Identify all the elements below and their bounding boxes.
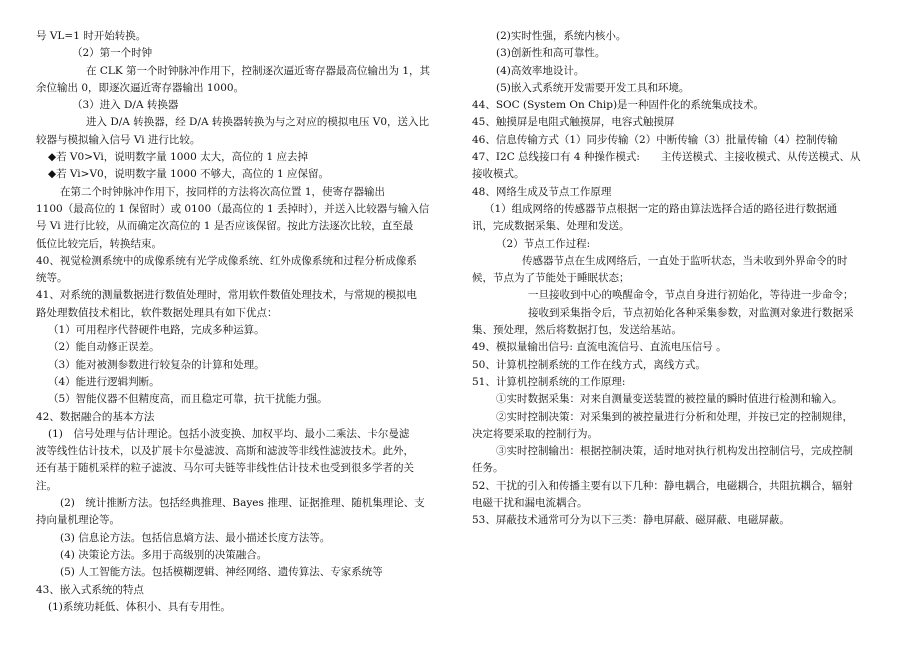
text-line: 50、计算机控制系统的工作在线方式，离线方式。 [472, 358, 706, 371]
text-line: 号 Vi 进行比较，从而确定次高位的 1 是否应该保留。按此方法逐次比较，直至最 [36, 220, 414, 233]
text-line: （1）可用程序代替硬件电路，完成多种运算。 [48, 324, 265, 337]
text-line: （2）第一个时钟 [72, 47, 153, 60]
text-line: 49、模拟量输出信号: 直流电流信号、直流电压信号 。 [472, 341, 727, 354]
text-line: ③实时控制输出：根据控制决策，适时地对执行机构发出控制信号，完成控制 [496, 445, 853, 458]
text-line: (5) 人工智能方法。包括模糊逻辑、神经网络、遗传算法、专家系统等 [60, 566, 383, 579]
text-line: (1) 信号处理与估计理论。包括小波变换、加权平均、最小二乘法、卡尔曼滤 [48, 427, 410, 440]
text-line: 53、屏蔽技术通常可分为以下三类：静电屏蔽、磁屏蔽、电磁屏蔽。 [472, 514, 790, 527]
text-line: 接收到采集指令后，节点初始化各种采集参数，对监测对象进行数据采 [528, 306, 854, 319]
text-line: 43、嵌入式系统的特点 [36, 583, 144, 596]
text-line: 传感器节点在生成网络后，一直处于监听状态，当未收到外界命令的时 [522, 254, 848, 267]
text-line: 较器与模拟输入信号 Vi 进行比较。 [36, 133, 201, 146]
text-line: 44、SOC (System On Chip)是一种固件化的系统集成技术。 [472, 99, 765, 112]
text-line: （3）进入 D/A 转换器 [72, 99, 179, 112]
text-line: 低位比较完后，转换结束。 [36, 237, 162, 250]
text-line: 在 CLK 第一个时钟脉冲作用下，控制逐次逼近寄存器最高位输出为 1，其 [86, 64, 431, 77]
text-line: 讯，完成数据采集、处理和发送。 [472, 220, 630, 233]
text-line: 路处理数值技术相比，软件数据处理具有如下优点： [36, 306, 278, 319]
text-line: 号 VL=1 时开始转换。 [36, 30, 147, 42]
text-line: 还有基于随机采样的粒子滤波、马尔可夫链等非线性估计技术也受到很多学者的关 [36, 462, 414, 475]
text-line: (2)实时性强，系统内核小。 [496, 30, 627, 42]
text-line: (1)系统功耗低、体积小、具有专用性。 [48, 600, 231, 613]
text-line: （4）能进行逻辑判断。 [48, 375, 160, 388]
text-line: 电磁干扰和漏电流耦合。 [472, 497, 588, 510]
text-line: 在第二个时钟脉冲作用下，按同样的方法将次高位置 1，使寄存器输出 [60, 185, 386, 198]
text-line: (4) 决策论方法。多用于高级别的决策融合。 [60, 548, 268, 561]
text-line: (3) 信息论方法。包括信息熵方法、最小描述长度方法等。 [60, 531, 331, 544]
text-line: 40、视觉检测系统中的成像系统有光学成像系统、红外成像系统和过程分析成像系 [36, 254, 417, 267]
text-line: 统等。 [36, 272, 68, 285]
text-line: （3）能对被测参数进行较复杂的计算和处理。 [48, 358, 265, 371]
right-column [472, 28, 888, 530]
text-line: 决定将要采取的控制行为。 [472, 427, 598, 440]
text-line: 注。 [36, 479, 57, 492]
text-line: (2) 统计推断方法。包括经典推理、Bayes 推理、证据推理、随机集理论、支 [60, 497, 425, 510]
text-line: 41、对系统的测量数据进行数值处理时，常用软件数值处理技术，与常规的模拟电 [36, 289, 417, 302]
text-line: ②实时控制决策：对采集到的被控量进行分析和处理，并按已定的控制规律， [496, 410, 853, 423]
text-line: （5）智能仪器不但精度高，而且稳定可靠，抗干扰能力强。 [48, 393, 328, 406]
text-line: ◆若 Vi>V0，说明数字量 1000 不够大，高位的 1 应保留。 [48, 168, 329, 181]
text-line: (3)创新性和高可靠性。 [496, 47, 606, 60]
text-line: （2）能自动修正误差。 [48, 341, 160, 354]
text-line: 任务。 [472, 462, 504, 475]
text-line: 波等线性估计技术，以及扩展卡尔曼滤波、高斯和滤波等非线性滤波技术。此外， [36, 445, 414, 458]
text-line: 52、干扰的引入和传播主要有以下几种：静电耦合，电磁耦合，共阻抗耦合，辐射 [472, 479, 853, 492]
text-line: 集、预处理，然后将数据打包，发送给基站。 [472, 324, 682, 337]
left-column [36, 28, 451, 616]
text-line: 持向量机理论等。 [36, 514, 120, 527]
text-line: 候，节点为了节能处于睡眠状态； [472, 272, 630, 285]
text-line: 1100（最高位的 1 保留时）或 0100（最高位的 1 丢掉时），并送入比较器与输入信 [36, 202, 430, 215]
text-line: ①实时数据采集：对来自测量变送装置的被控量的瞬时值进行检测和输入。 [496, 393, 843, 406]
text-line: (4)高效率地设计。 [496, 64, 585, 77]
text-line: （2）节点工作过程: [496, 237, 591, 250]
text-line: 47、I2C 总线接口有 4 种操作模式: 主传送模式、主接收模式、从传送模式、从 [472, 151, 861, 164]
text-line: 接收模式。 [472, 168, 525, 181]
text-line: 45、触摸屏是电阻式触摸屏，电容式触摸屏 [472, 116, 675, 129]
text-line: 46、信息传输方式（1）同步传输（2）中断传输（3）批量传输（4）控制传输 [472, 133, 838, 146]
text-line: （1）组成网络的传感器节点根据一定的路由算法选择合适的路径进行数据通 [484, 202, 838, 215]
text-line: 48、网络生成及节点工作原理 [472, 185, 612, 198]
text-line: 一旦接收到中心的唤醒命令，节点自身进行初始化，等待进一步命令； [528, 289, 854, 302]
text-line: 余位输出 0，即逐次逼近寄存器输出 1000。 [36, 81, 245, 94]
text-line: 42、数据融合的基本方法 [36, 410, 155, 423]
text-line: 进入 D/A 转换器，经 D/A 转换器转换为与之对应的模拟电压 V0，送入比 [86, 116, 430, 129]
text-line: 51、计算机控制系统的工作原理: [472, 375, 626, 388]
text-line: (5)嵌入式系统开发需要开发工具和环境。 [496, 81, 690, 94]
text-line: ◆若 V0>Vi，说明数字量 1000 太大，高位的 1 应去掉 [48, 151, 308, 164]
